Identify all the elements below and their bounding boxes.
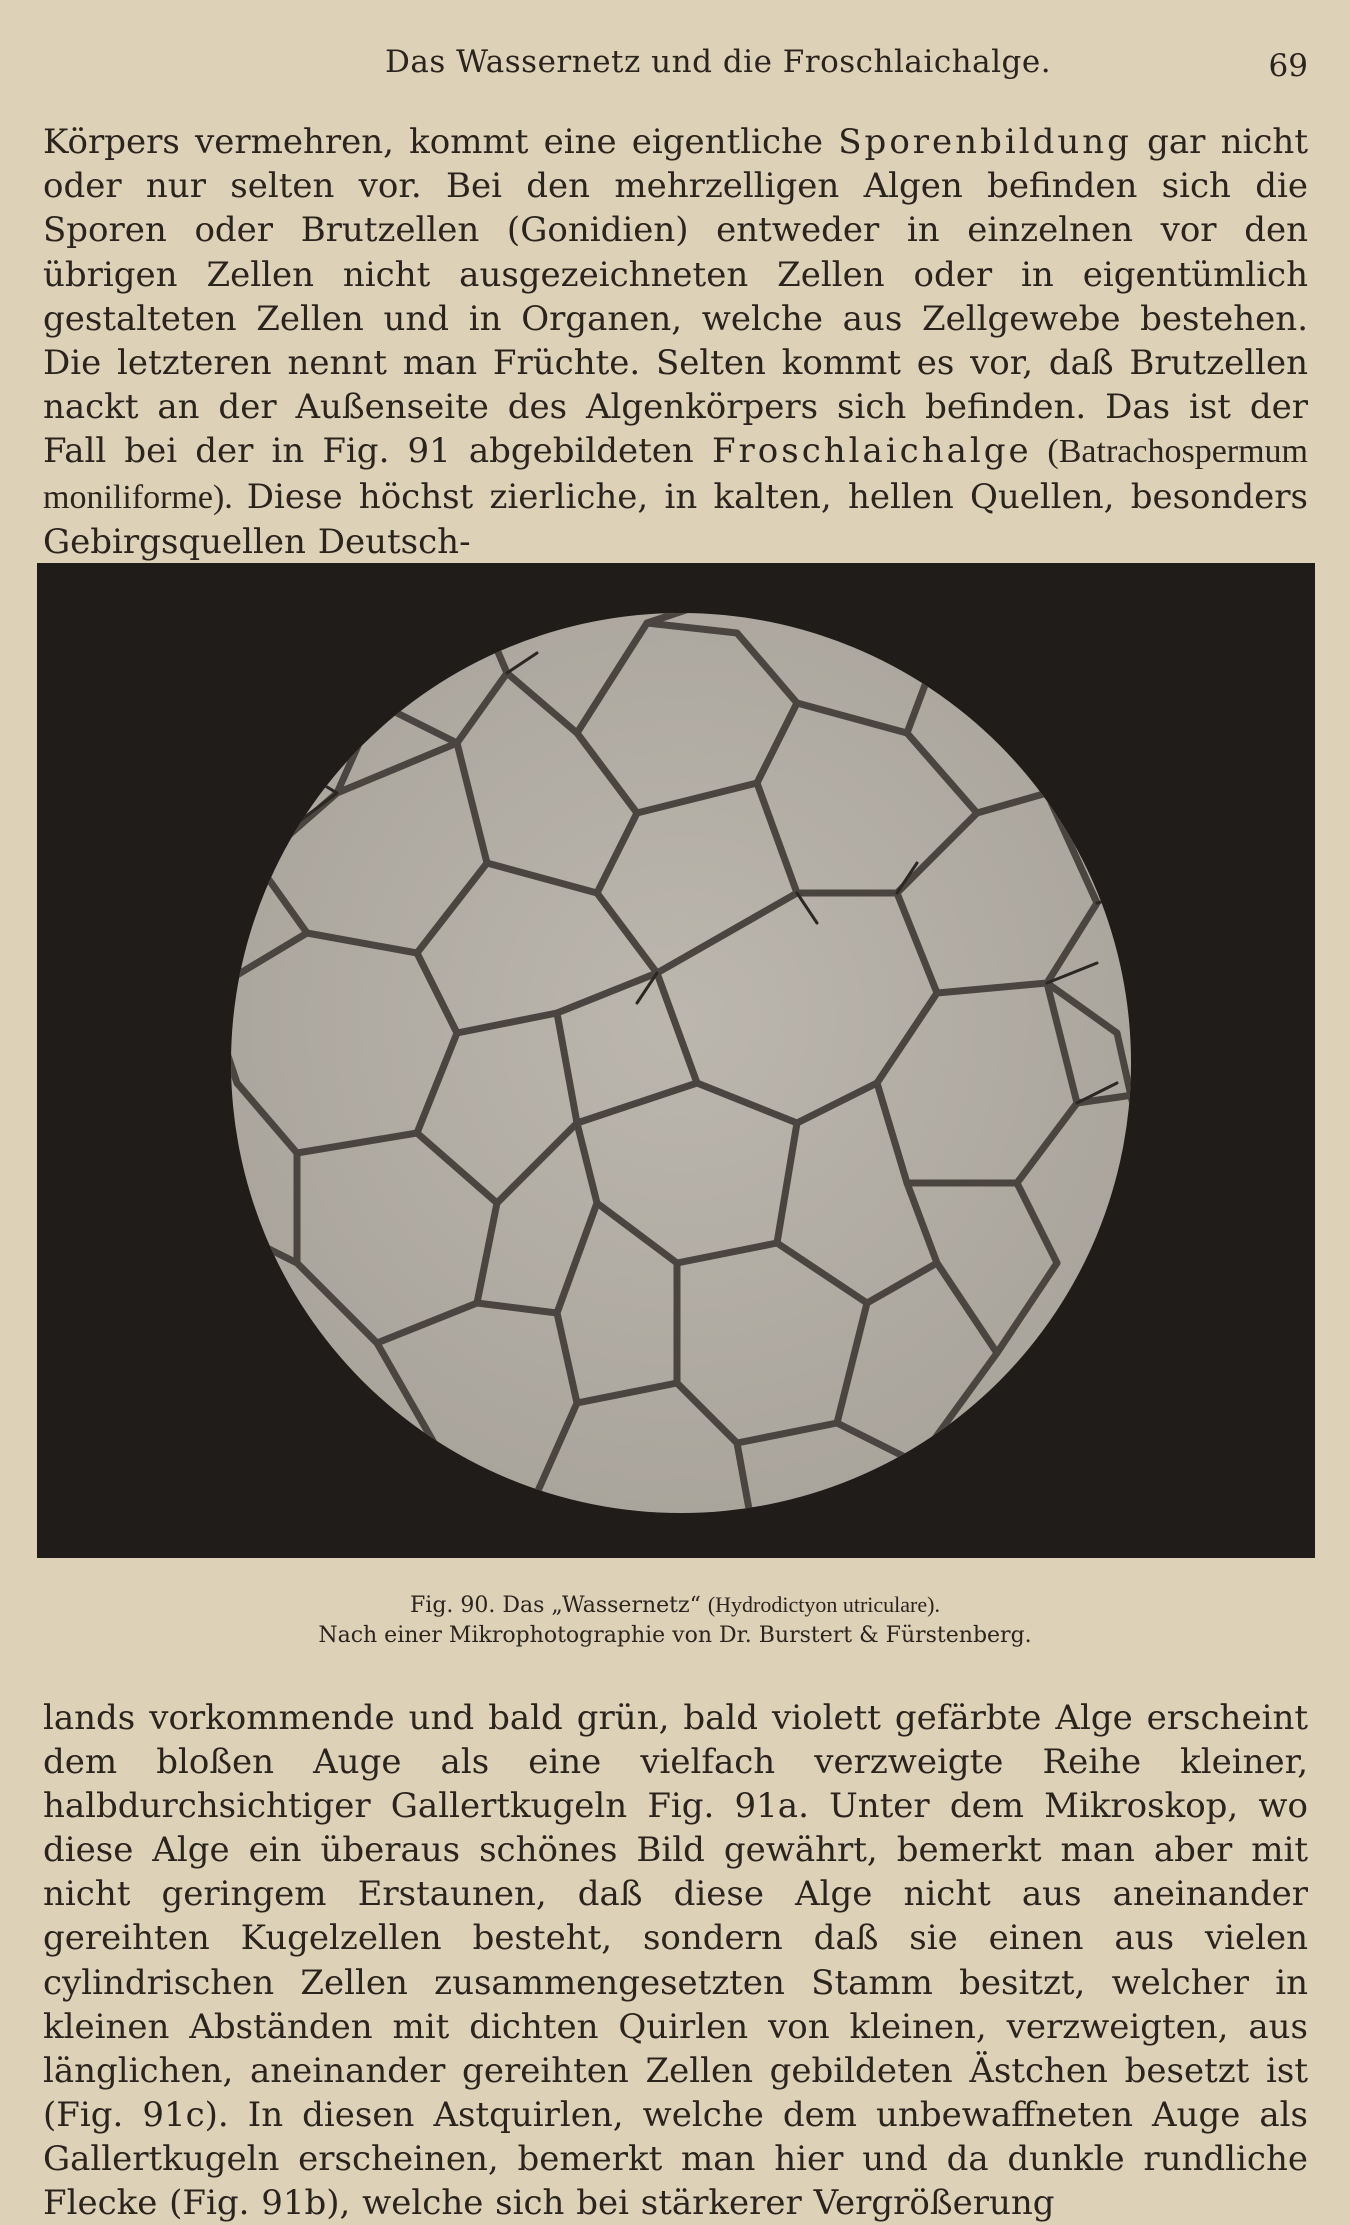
paragraph-top bbox=[43, 120, 1308, 564]
text-run: Diese höchst zierliche, in kalten, hellen Quellen, besonders Gebirgsquellen Deutsch- bbox=[43, 476, 1308, 562]
figure-source: Nach einer Mikrophotographie von Dr. Burstert & Fürstenberg. bbox=[318, 1623, 1032, 1648]
text-run: gar nicht oder nur selten vor. Bei den mehrzelligen Algen befinden sich die Sporen oder Brutzellen (Gonidien) entweder in einzelnen vor den übrigen Zellen nicht ausgezeichneten Zellen oder in eigentümlich gestalteten Zellen und in Organen, welche aus Zellgewebe bestehen. Die letzteren nennt man Früchte. Selten kommt es vor, daß Brutzellen nackt an der Außenseite des Algenkörpers sich befinden. Das ist der Fall bei der in Fig. 91 abgebildeten bbox=[43, 122, 1308, 472]
water-net-micrograph bbox=[37, 563, 1315, 1558]
emphasized-term: Froschlaichalge bbox=[711, 431, 1032, 472]
microscope-field bbox=[231, 613, 1131, 1513]
running-head bbox=[0, 44, 1350, 84]
figure-title: Das „Wassernetz“ bbox=[502, 1593, 701, 1618]
text-run: Körpers vermehren, kommt eine eigentliche bbox=[43, 122, 839, 162]
emphasized-term: Sporenbildung bbox=[838, 122, 1132, 162]
figure-latin-name: (Hydrodictyon utriculare). bbox=[707, 1592, 940, 1617]
running-title: Das Wassernetz und die Froschlaichalge. bbox=[385, 44, 1052, 80]
page-number: 69 bbox=[1268, 48, 1308, 84]
figure-label: Fig. 90. bbox=[410, 1593, 496, 1618]
figure-caption bbox=[0, 1590, 1350, 1621]
paragraph-bottom: lands vorkommende und bald grün, bald violett gefärbte Alge erscheint dem bloßen Auge als eine vielfach verzweigte Reihe kleiner, halbdurchsichtiger Gallertkugeln Fig. 91a. Unter dem Mikroskop, wo diese Alge ein überaus schönes Bild gewährt, bemerkt man aber mit nicht geringem Erstaunen, daß diese Alge nicht aus aneinander gereihten Kugelzellen besteht, sondern daß sie einen aus vielen cylindrischen Zellen zusammengesetzten Stamm besitzt, welcher in kleinen Abständen mit dichten Quirlen von kleinen, verzweigten, aus länglichen, aneinander gereihten Zellen gebildeten Ästchen besetzt ist (Fig. 91c). In diesen Astquirlen, welche dem unbewaffneten Auge als Gallertkugeln erscheinen, bemerkt man hier und da dunkle rundliche Flecke (Fig. 91b), welche sich bei stärkerer Vergrößerung bbox=[43, 1698, 1308, 2224]
figure-micrograph bbox=[37, 563, 1315, 1558]
latin-name: (Batrachospermum moniliforme). bbox=[43, 433, 1309, 516]
